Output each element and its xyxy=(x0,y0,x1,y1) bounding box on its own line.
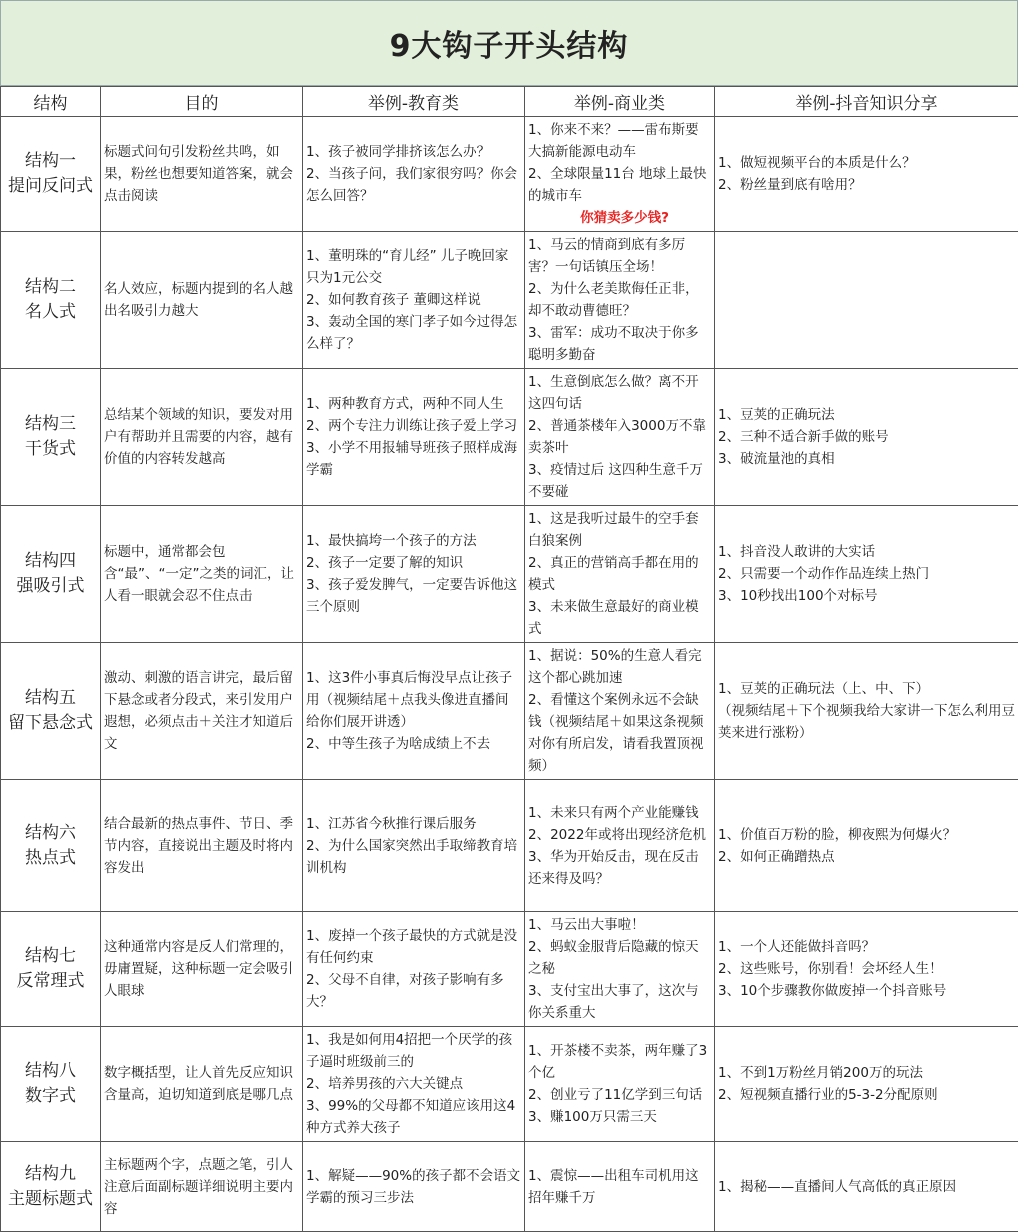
hooks-table xyxy=(0,86,1018,1232)
business-example: 2、真正的营销高手都在用的模式 xyxy=(528,552,711,596)
business-example: 3、赚100万只需三天 xyxy=(528,1106,711,1128)
table-row xyxy=(1,369,1018,506)
structure-name: 干货式 xyxy=(3,437,98,462)
header-purpose: 目的 xyxy=(101,87,303,117)
business-cell xyxy=(525,506,715,643)
business-example: 3、雷军：成功不取决于你多聪明多勤奋 xyxy=(528,322,711,366)
structure-cell xyxy=(1,643,101,780)
douyin-cell xyxy=(715,1027,1018,1142)
business-cell xyxy=(525,643,715,780)
douyin-example: 1、一个人还能做抖音吗？ xyxy=(718,936,1015,958)
purpose-cell: 标题式问句引发粉丝共鸣，如果，粉丝也想要知道答案，就会点击阅读 xyxy=(101,117,303,232)
purpose-cell: 数字概括型，让人首先反应知识含量高，迫切知道到底是哪几点 xyxy=(101,1027,303,1142)
title-bar xyxy=(0,0,1018,86)
header-education: 举例-教育类 xyxy=(303,87,525,117)
structure-name: 留下悬念式 xyxy=(3,711,98,736)
douyin-example: 3、10个步骤教你做废掉一个抖音账号 xyxy=(718,980,1015,1002)
header-douyin: 举例-抖音知识分享 xyxy=(715,87,1018,117)
education-example: 1、江苏省今秋推行课后服务 xyxy=(306,813,521,835)
business-example: 3、华为开始反击，现在反击还来得及吗？ xyxy=(528,846,711,890)
business-example: 1、据说：50%的生意人看完这个都心跳加速 xyxy=(528,645,711,689)
structure-cell xyxy=(1,780,101,912)
education-example: 1、最快搞垮一个孩子的方法 xyxy=(306,530,521,552)
table-row xyxy=(1,780,1018,912)
business-example: 1、这是我听过最牛的空手套白狼案例 xyxy=(528,508,711,552)
douyin-example: 2、如何正确蹭热点 xyxy=(718,846,1015,868)
douyin-example: 1、豆荚的正确玩法（上、中、下） xyxy=(718,678,1015,700)
education-example: 3、轰动全国的寒门孝子如今过得怎么样了？ xyxy=(306,311,521,355)
structure-cell xyxy=(1,1142,101,1232)
header-business: 举例-商业类 xyxy=(525,87,715,117)
education-cell xyxy=(303,369,525,506)
purpose-cell: 名人效应，标题内提到的名人越出名吸引力越大 xyxy=(101,232,303,369)
business-example: 1、未来只有两个产业能赚钱 xyxy=(528,802,711,824)
business-example: 2、创业亏了11亿学到三句话 xyxy=(528,1084,711,1106)
purpose-cell: 结合最新的热点事件、节日、季节内容，直接说出主题及时将内容发出 xyxy=(101,780,303,912)
structure-name: 结构九 xyxy=(3,1162,98,1187)
table-row xyxy=(1,643,1018,780)
education-example: 1、废掉一个孩子最快的方式就是没有任何约束 xyxy=(306,925,521,969)
structure-name: 结构二 xyxy=(3,275,98,300)
douyin-example: 1、揭秘——直播间人气高低的真正原因 xyxy=(718,1176,1015,1198)
purpose-cell: 这种通常内容是反人们常理的，毋庸置疑，这种标题一定会吸引人眼球 xyxy=(101,912,303,1027)
education-cell xyxy=(303,117,525,232)
business-example: 3、疫情过后 这四种生意千万不要碰 xyxy=(528,459,711,503)
education-example: 2、中等生孩子为啥成绩上不去 xyxy=(306,733,521,755)
structure-name: 主题标题式 xyxy=(3,1187,98,1212)
business-example: 1、开茶楼不卖茶，两年赚了3个亿 xyxy=(528,1040,711,1084)
table-row xyxy=(1,506,1018,643)
sheet-title: 9大钩子开头结构 xyxy=(390,21,629,65)
douyin-example: 1、不到1万粉丝月销200万的玩法 xyxy=(718,1062,1015,1084)
business-example: 1、马云的情商到底有多厉害？一句话镇压全场！ xyxy=(528,234,711,278)
business-cell xyxy=(525,1142,715,1232)
structure-name: 热点式 xyxy=(3,846,98,871)
douyin-example: 2、短视频直播行业的5-3-2分配原则 xyxy=(718,1084,1015,1106)
education-example: 2、父母不自律，对孩子影响有多大？ xyxy=(306,969,521,1013)
structure-name: 结构七 xyxy=(3,944,98,969)
table-row xyxy=(1,117,1018,232)
douyin-example: 2、只需要一个动作作品连续上热门 xyxy=(718,563,1015,585)
education-example: 2、为什么国家突然出手取缔教育培训机构 xyxy=(306,835,521,879)
business-example: 3、支付宝出大事了，这次与你关系重大 xyxy=(528,980,711,1024)
structure-cell xyxy=(1,1027,101,1142)
structure-cell xyxy=(1,506,101,643)
structure-name: 结构一 xyxy=(3,149,98,174)
business-example: 2、全球限量11台 地球上最快的城市车 xyxy=(528,163,711,207)
business-example: 1、你来不来？——雷布斯要大搞新能源电动车 xyxy=(528,119,711,163)
purpose-cell: 主标题两个字，点题之笔，引人注意后面副标题详细说明主要内容 xyxy=(101,1142,303,1232)
structure-cell xyxy=(1,369,101,506)
business-cell xyxy=(525,912,715,1027)
business-cell xyxy=(525,117,715,232)
douyin-cell xyxy=(715,232,1018,369)
business-highlight: 你猜卖多少钱? xyxy=(528,207,711,229)
douyin-cell xyxy=(715,369,1018,506)
table-row xyxy=(1,1027,1018,1142)
education-cell xyxy=(303,912,525,1027)
douyin-cell xyxy=(715,506,1018,643)
structure-name: 名人式 xyxy=(3,300,98,325)
education-example: 3、99%的父母都不知道应该用这4种方式养大孩子 xyxy=(306,1095,521,1139)
structure-name: 提问反问式 xyxy=(3,174,98,199)
structure-cell xyxy=(1,912,101,1027)
education-example: 2、两个专注力训练让孩子爱上学习 xyxy=(306,415,521,437)
structure-name: 结构三 xyxy=(3,412,98,437)
education-cell xyxy=(303,780,525,912)
business-cell xyxy=(525,232,715,369)
structure-cell xyxy=(1,117,101,232)
business-example: 1、生意倒底怎么做？离不开这四句话 xyxy=(528,371,711,415)
business-example: 2、蚂蚁金服背后隐藏的惊天之秘 xyxy=(528,936,711,980)
douyin-example: 3、破流量池的真相 xyxy=(718,448,1015,470)
education-example: 1、解疑——90%的孩子都不会语文学霸的预习三步法 xyxy=(306,1165,521,1209)
education-example: 2、培养男孩的六大关键点 xyxy=(306,1073,521,1095)
douyin-example: 1、价值百万粉的脸，柳夜熙为何爆火？ xyxy=(718,824,1015,846)
douyin-example: 2、这些账号，你别看！会坏经人生！ xyxy=(718,958,1015,980)
business-example: 2、看懂这个案例永远不会缺钱（视频结尾＋如果这条视频对你有所启发，请看我置顶视频） xyxy=(528,689,711,777)
purpose-cell: 总结某个领域的知识，要发对用户有帮助并且需要的内容，越有价值的内容转发越高 xyxy=(101,369,303,506)
education-example: 3、小学不用报辅导班孩子照样成海学霸 xyxy=(306,437,521,481)
structure-name: 结构五 xyxy=(3,686,98,711)
business-cell xyxy=(525,369,715,506)
business-cell xyxy=(525,780,715,912)
structure-name: 结构四 xyxy=(3,549,98,574)
education-cell xyxy=(303,506,525,643)
purpose-cell: 标题中，通常都会包含“最”、“一定”之类的词汇，让人看一眼就会忍不住点击 xyxy=(101,506,303,643)
douyin-cell xyxy=(715,780,1018,912)
education-example: 2、如何教育孩子 董卿这样说 xyxy=(306,289,521,311)
education-example: 3、孩子爱发脾气，一定要告诉他这三个原则 xyxy=(306,574,521,618)
header-structure: 结构 xyxy=(1,87,101,117)
table-row xyxy=(1,912,1018,1027)
business-example: 1、震惊——出租车司机用这招年赚千万 xyxy=(528,1165,711,1209)
business-example: 1、马云出大事啦！ xyxy=(528,914,711,936)
douyin-example: 1、抖音没人敢讲的大实话 xyxy=(718,541,1015,563)
education-example: 1、两种教育方式，两种不同人生 xyxy=(306,393,521,415)
douyin-cell xyxy=(715,912,1018,1027)
structure-name: 数字式 xyxy=(3,1084,98,1109)
douyin-cell xyxy=(715,643,1018,780)
structure-name: 反常理式 xyxy=(3,969,98,994)
douyin-example: （视频结尾＋下个视频我给大家讲一下怎么利用豆荚来进行涨粉） xyxy=(718,700,1015,744)
douyin-example: 3、10秒找出100个对标号 xyxy=(718,585,1015,607)
douyin-example: 2、三种不适合新手做的账号 xyxy=(718,426,1015,448)
education-example: 2、当孩子问，我们家很穷吗？你会怎么回答？ xyxy=(306,163,521,207)
education-cell xyxy=(303,643,525,780)
education-example: 1、我是如何用4招把一个厌学的孩子逼时班级前三的 xyxy=(306,1029,521,1073)
header-row xyxy=(1,87,1018,117)
education-cell xyxy=(303,232,525,369)
business-example: 2、为什么老美欺侮任正非，却不敢动曹德旺？ xyxy=(528,278,711,322)
douyin-cell xyxy=(715,117,1018,232)
business-example: 2、2022年或将出现经济危机 xyxy=(528,824,711,846)
table-row xyxy=(1,1142,1018,1232)
structure-name: 结构六 xyxy=(3,821,98,846)
douyin-example: 2、粉丝量到底有啥用？ xyxy=(718,174,1015,196)
business-cell xyxy=(525,1027,715,1142)
structure-name: 结构八 xyxy=(3,1059,98,1084)
education-cell xyxy=(303,1142,525,1232)
douyin-example: 1、豆荚的正确玩法 xyxy=(718,404,1015,426)
business-example: 2、普通茶楼年入3000万不靠卖茶叶 xyxy=(528,415,711,459)
douyin-example: 1、做短视频平台的本质是什么？ xyxy=(718,152,1015,174)
table-row xyxy=(1,232,1018,369)
education-cell xyxy=(303,1027,525,1142)
structure-name: 强吸引式 xyxy=(3,574,98,599)
douyin-cell xyxy=(715,1142,1018,1232)
education-example: 2、孩子一定要了解的知识 xyxy=(306,552,521,574)
business-example: 3、未来做生意最好的商业模式 xyxy=(528,596,711,640)
structure-cell xyxy=(1,232,101,369)
education-example: 1、这3件小事真后悔没早点让孩子用（视频结尾＋点我头像进直播间给你们展开讲透） xyxy=(306,667,521,733)
purpose-cell: 激动、刺激的语言讲完，最后留下悬念或者分段式，来引发用户遐想，必须点击＋关注才知道后文 xyxy=(101,643,303,780)
education-example: 1、董明珠的“育儿经” 儿子晚回家只为1元公交 xyxy=(306,245,521,289)
education-example: 1、孩子被同学排挤该怎么办？ xyxy=(306,141,521,163)
